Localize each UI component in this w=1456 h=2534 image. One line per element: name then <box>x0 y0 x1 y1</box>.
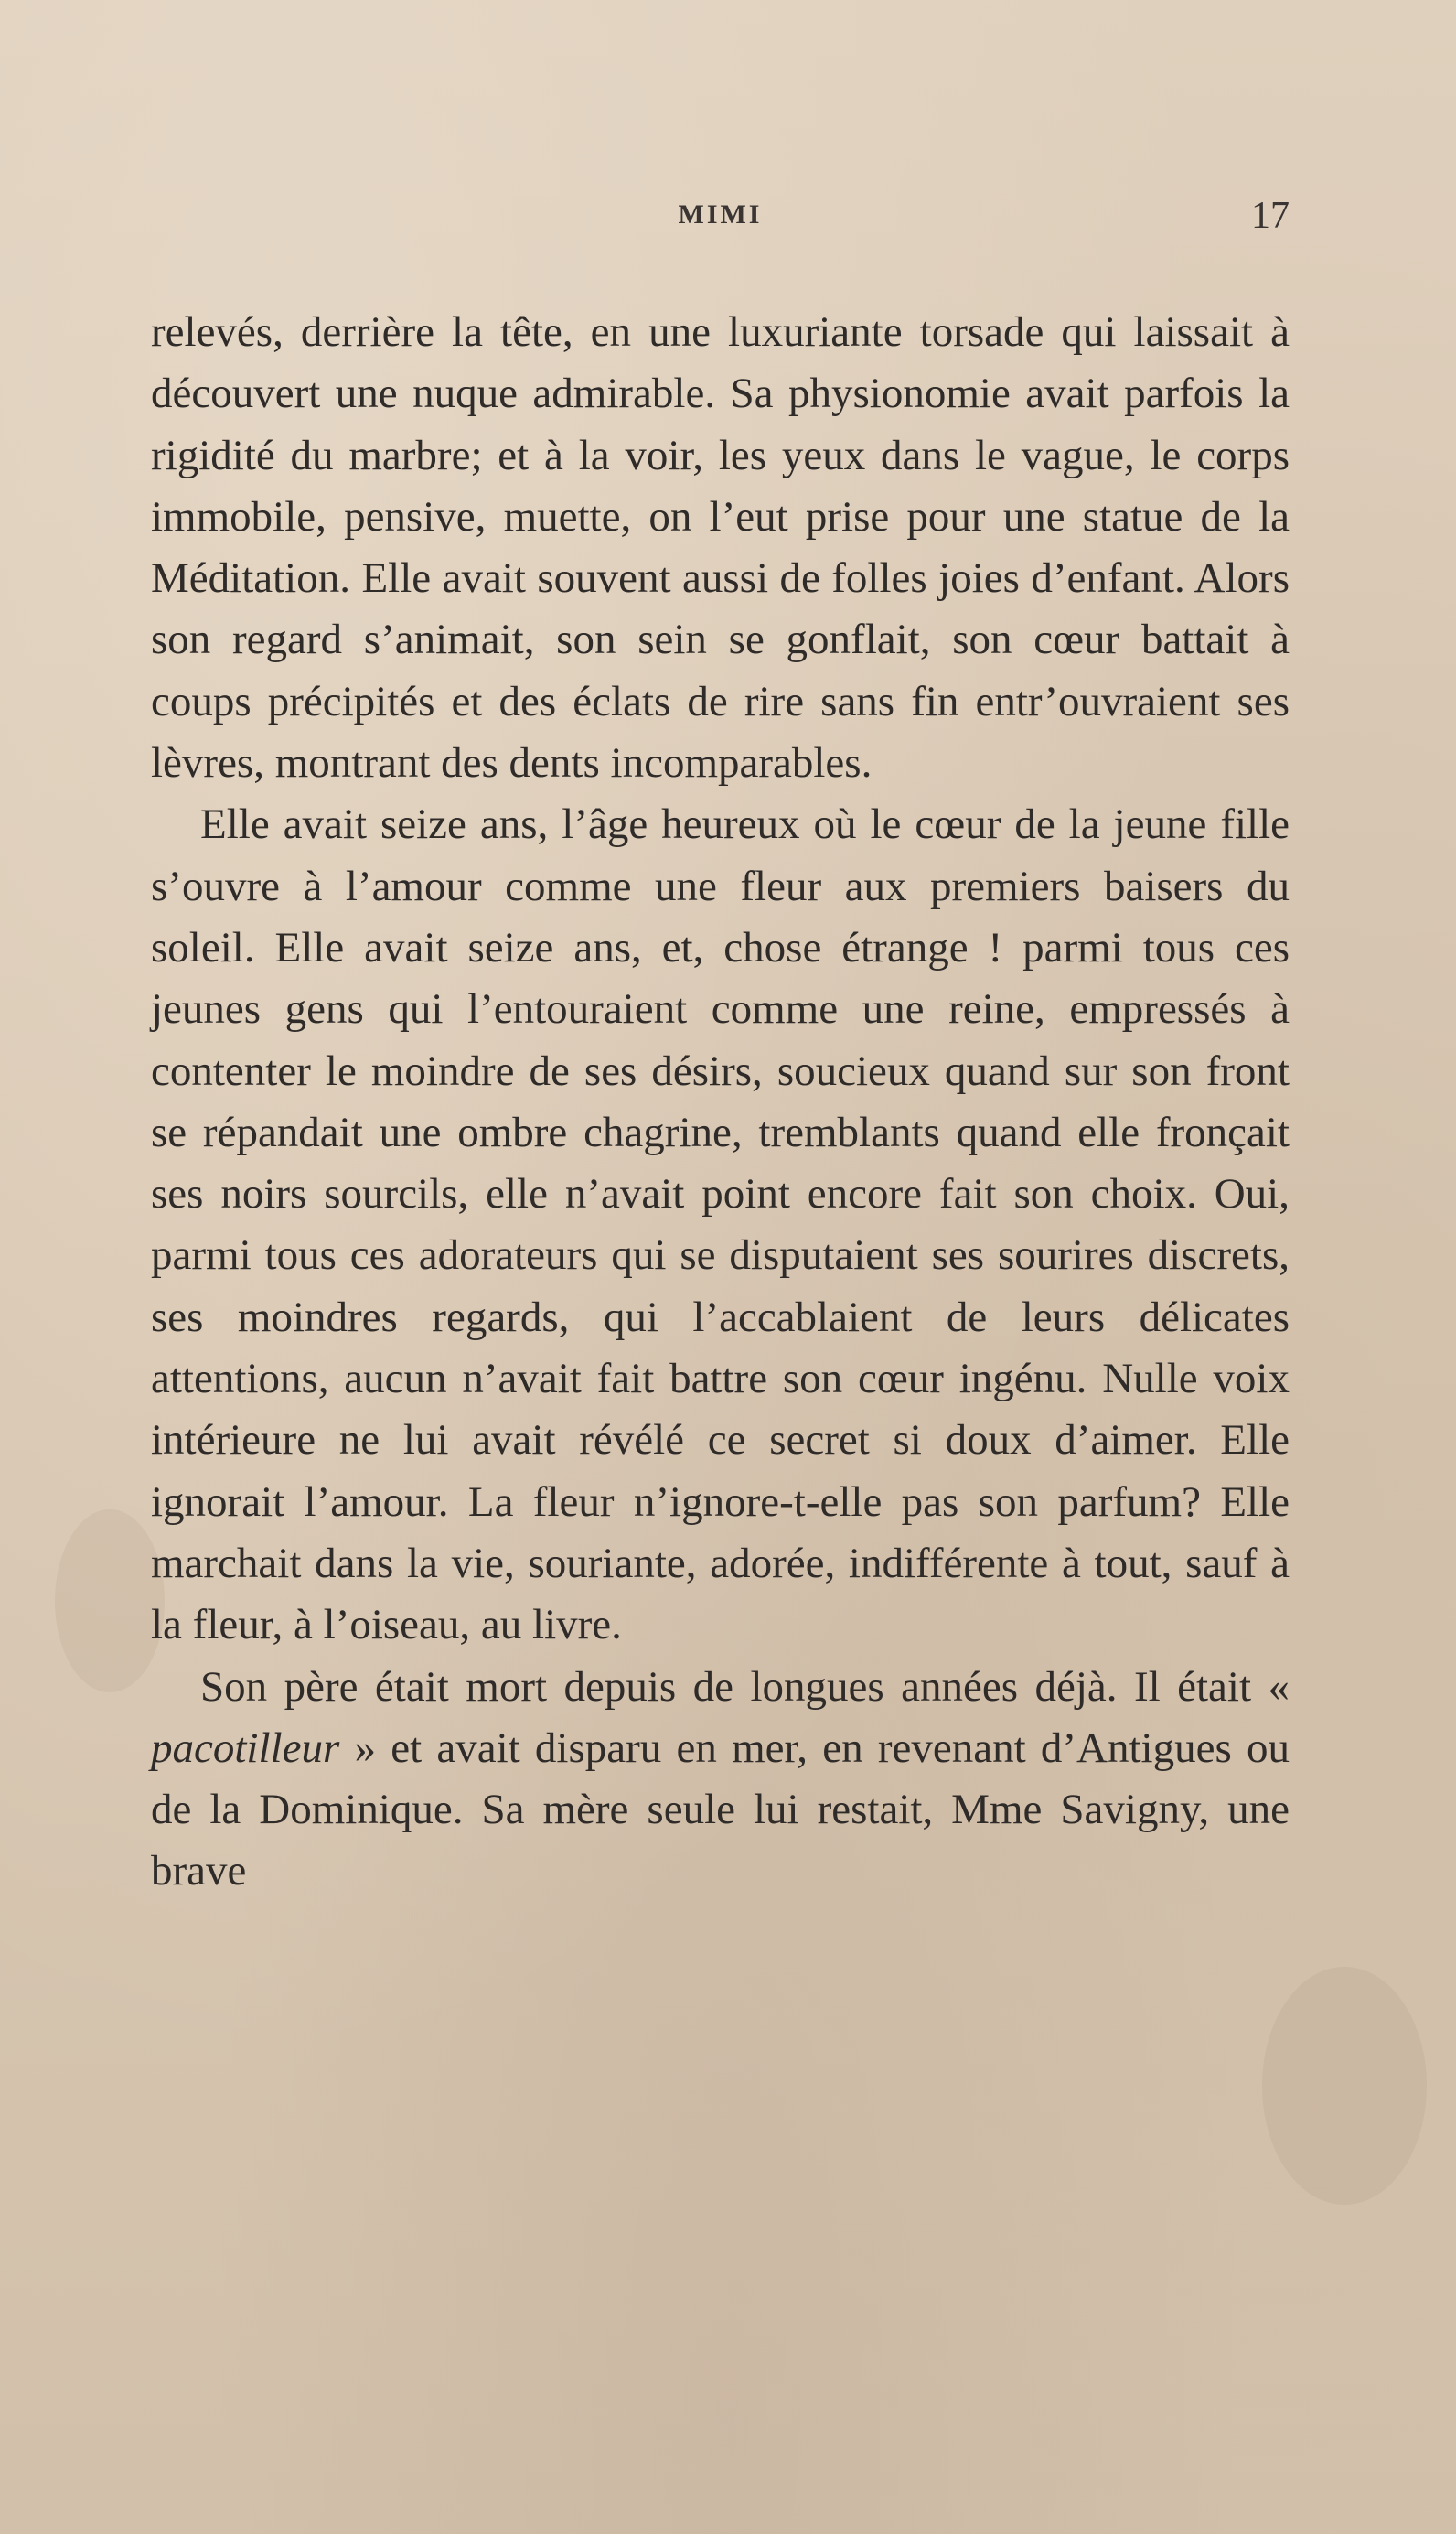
italic-term: pacotilleur <box>151 1723 340 1772</box>
page-number: 17 <box>1251 195 1290 237</box>
paragraph-3-end: » et avait disparu en mer, en revenant d’Antigues ou de la Dominique. Sa mère seule lui restait, Mme Savigny, une brave <box>151 1723 1290 1895</box>
page-header <box>151 195 1290 249</box>
paragraph-2: Elle avait seize ans, l’âge heureux où le cœur de la jeune fille s’ouvre à l’amour comme une fleur aux premiers baisers du soleil. Elle avait seize ans, et, chose étrange ! parmi tous ces jeunes gens qui l’entouraient comme une reine, empressés à contenter le moindre de ses désirs, soucieux quand sur son front se répandait une ombre chagrine, tremblants quand elle fronçait ses noirs sourcils, elle n’avait point encore fait son choix. Oui, parmi tous ces adorateurs qui se disputaient ses sourires discrets, ses moindres regards, qui l’accablaient de leurs délicates attentions, aucun n’avait fait battre son cœur ingénu. Nulle voix intérieure ne lui avait révélé ce secret si doux d’aimer. Elle ignorait l’amour. La fleur n’ignore-t-elle pas son parfum? Elle marchait dans la vie, souriante, adorée, indifférente à tout, sauf à la fleur, à l’oiseau, au livre. <box>151 800 1290 1649</box>
running-head: MIMI <box>678 199 763 230</box>
paragraph-3 <box>151 1657 1290 1903</box>
paper-stain <box>55 1509 165 1692</box>
body-text <box>151 302 1290 1903</box>
paragraph-1: relevés, derrière la tête, en une luxuriante torsade qui laissait à découvert une nuque admirable. Sa physionomie avait parfois la rigidité du marbre; et à la voir, les yeux dans le vague, le corps immobile, pensive, muette, on l’eut prise pour une statue de la Méditation. Elle avait souvent aussi de folles joies d’enfant. Alors son regard s’animait, son sein se gonflait, son cœur battait à coups précipités et des éclats de rire sans fin entr’ouvraient ses lèvres, montrant des dents incomparables. <box>151 308 1290 788</box>
paper-stain <box>1262 1967 1427 2205</box>
paragraph-3-start: Son père était mort depuis de longues années déjà. Il était « <box>200 1662 1290 1711</box>
